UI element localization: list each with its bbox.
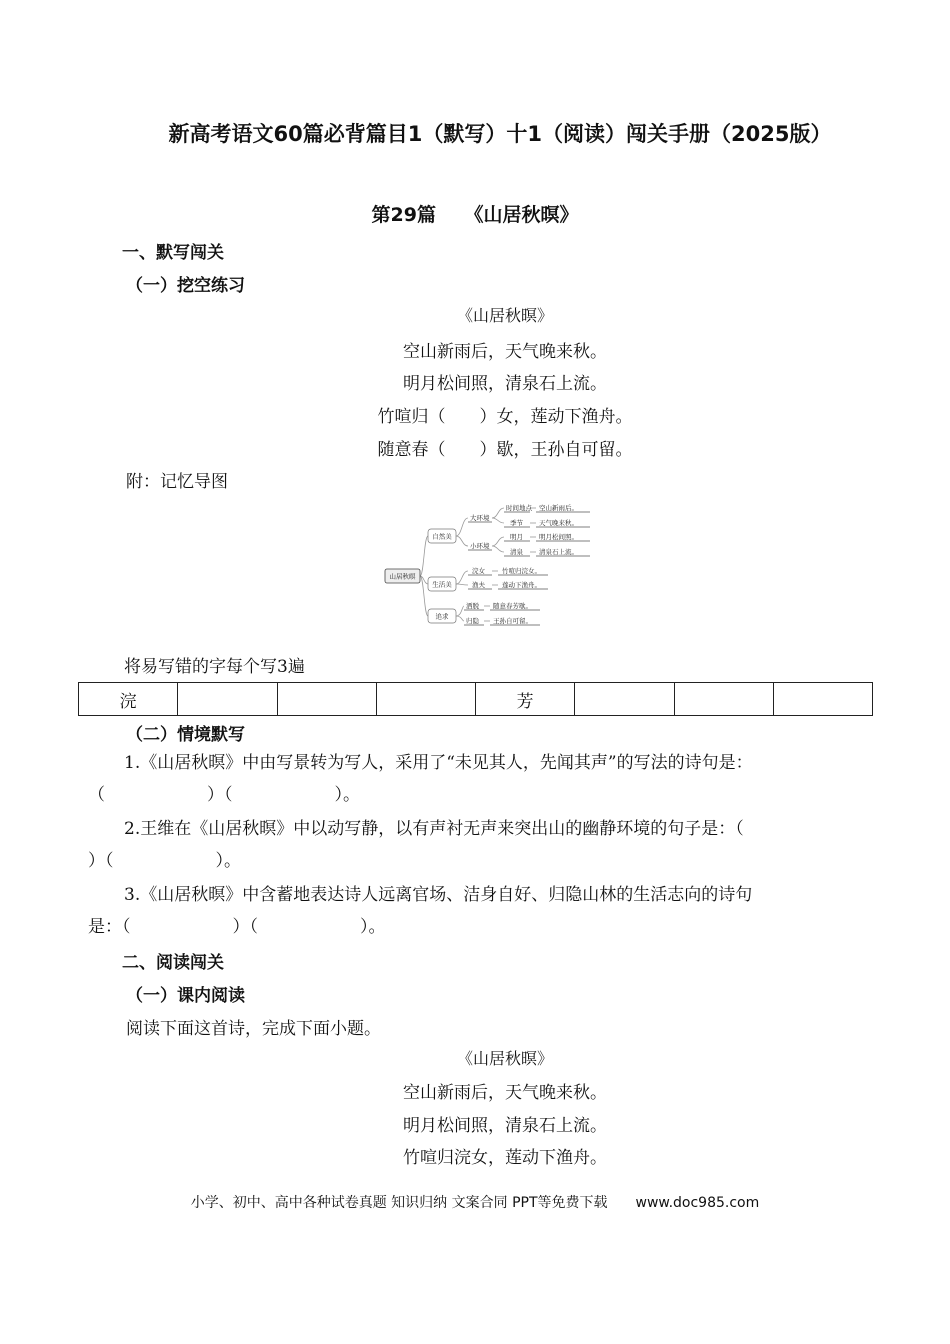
poem-line: 明月松间照，清泉石上流。 [403,374,607,394]
poem-title: 《山居秋暝》 [456,1049,553,1068]
section-heading-dictation: 一、默写闯关 [122,243,224,263]
document-title: 新高考语文60篇必背篇目1（默写）十1（阅读）闯关手册（2025版） [168,122,832,146]
mind-map-key: 渔夫 [472,581,485,589]
mind-map-key: 季节 [510,519,523,527]
practice-cell[interactable] [674,683,773,716]
mind-map-branch: 自然美 [432,532,452,541]
question-answer-blanks[interactable]: ）（ ）。 [88,851,241,871]
part-heading-fill-blank: （一）挖空练习 [126,276,245,296]
poem-line: 随意春（ ）歇，王孙自可留。 [377,440,633,460]
practice-cell[interactable] [277,683,376,716]
mind-map-value: 空山新雨后。 [539,504,578,512]
question-1 [88,747,868,811]
question-3 [88,879,868,943]
poem-line: 明月松间照，清泉石上流。 [403,1116,607,1136]
part-heading-situational: （二）情境默写 [126,725,245,745]
mind-map-key: 浣女 [472,567,485,575]
poem-line: 空山新雨后，天气晚来秋。 [403,1083,607,1103]
mind-map-key: 时间地点 [506,504,532,512]
mind-map-root-label: 山居秋暝 [389,572,416,581]
mind-map [384,496,596,634]
mind-map-key: 归隐 [466,617,479,625]
question-answer-blanks[interactable]: （ ）（ ）。 [88,785,360,805]
practice-cell[interactable] [773,683,872,716]
poem-line: 竹喧归（ ）女，莲动下渔舟。 [377,407,633,427]
mind-map-value: 莲动下渔舟。 [502,581,541,589]
practice-cell[interactable] [575,683,674,716]
practice-cell: 芳 [476,683,575,716]
mind-map-value: 明月松间照。 [539,533,578,541]
reading-instruction: 阅读下面这首诗，完成下面小题。 [126,1019,381,1039]
poem-line: 空山新雨后，天气晚来秋。 [403,342,607,362]
question-answer-blanks[interactable]: 是：（ ）（ ）。 [88,917,386,937]
mind-map-key: 清泉 [510,548,523,556]
mind-map-node: 大环境 [470,514,490,522]
practice-grid [78,682,873,716]
poem-title: 《山居秋暝》 [456,306,553,325]
mind-map-key: 明月 [510,533,523,541]
question-2 [88,813,868,877]
mind-map-key: 洒脱 [466,602,479,610]
mind-map-value: 天气晚来秋。 [539,519,578,527]
question-text: 2.王维在《山居秋暝》中以动写静，以有声衬无声来突出山的幽静环境的句子是：（ [124,819,744,839]
practice-cell: 浣 [79,683,178,716]
mind-map-node: 小环境 [470,542,490,550]
mind-map-value: 随意春芳歇。 [493,602,532,610]
mind-map-branch: 生活美 [432,580,452,589]
mind-map-value: 清泉石上流。 [539,548,578,556]
poem-line: 竹喧归浣女，莲动下渔舟。 [403,1148,607,1168]
question-text: 3.《山居秋暝》中含蓄地表达诗人远离官场、洁身自好、归隐山林的生活志向的诗句 [124,885,753,905]
practice-instruction: 将易写错的字每个写3遍 [124,657,305,677]
page-footer: 小学、初中、高中各种试卷真题 知识归纳 文案合同 PPT等免费下载 www.doc985.com [190,1195,760,1211]
mind-map-branch: 追求 [435,612,449,621]
chapter-title: 第29篇 《山居秋暝》 [371,204,579,226]
appendix-label: 附：记忆导图 [126,472,228,492]
mind-map-value: 王孙自可留。 [493,617,532,625]
question-text: 1.《山居秋暝》中由写景转为写人，采用了“未见其人，先闻其声”的写法的诗句是： [124,753,753,773]
practice-cell[interactable] [376,683,475,716]
part-heading-in-class-reading: （一）课内阅读 [126,986,245,1006]
section-heading-reading: 二、阅读闯关 [122,953,224,973]
practice-cell[interactable] [178,683,277,716]
mind-map-value: 竹喧归浣女。 [502,567,541,575]
